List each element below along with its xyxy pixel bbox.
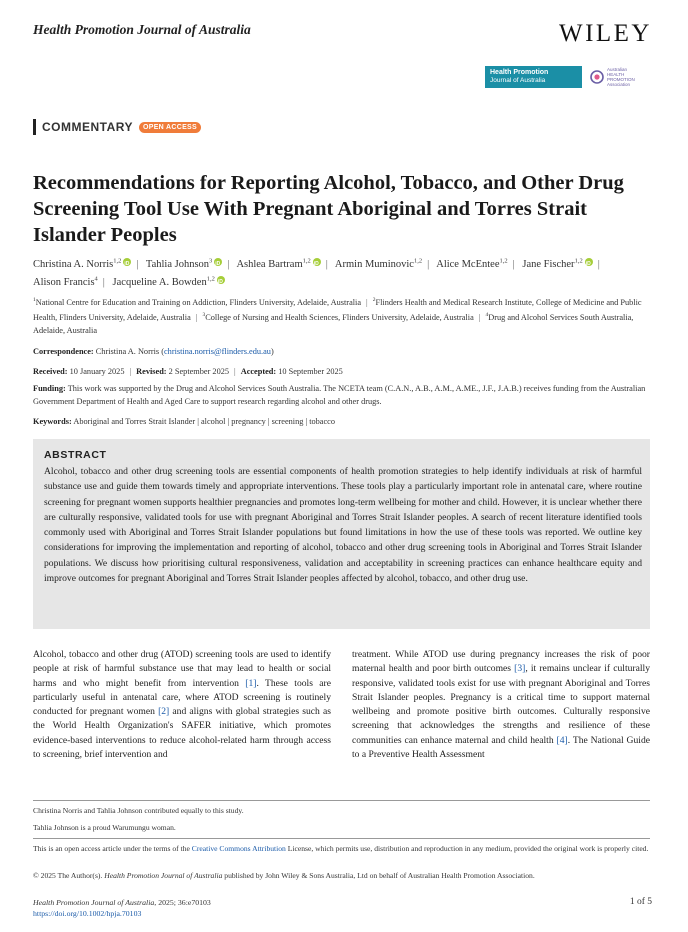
license-note: This is an open access article under the terms of the Creative Commons Attribution License, which permits use, distribution and reproduction in any medium, provided the original work is properly cited. [33,844,649,853]
association-logo [590,66,660,88]
author-name[interactable]: Alison Francis$^4$ [33,275,98,288]
orcid-icon[interactable] [123,258,131,266]
reference-link[interactable]: [2] [158,706,170,718]
keywords: Keywords: Aboriginal and Torres Strait Islander | alcohol | pregnancy | screening | tobacco [33,417,335,426]
license-link[interactable]: Creative Commons Attribution [191,844,286,853]
journal-logo-line1: Health Promotion [490,69,549,76]
journal-name: Health Promotion Journal of Australia [33,22,251,37]
reference-link[interactable]: [4] [556,734,568,746]
author-name[interactable]: Armin Muminovic$^{1,2}$ [334,257,423,270]
affiliation: $^1$National Centre for Education and Training on Addiction, Flinders University, Adelaide, Australia [33,297,362,307]
article-dates: Received: 10 January 2025 | Revised: 2 September 2025 | Accepted: 10 September 2025 [33,367,343,376]
author-name[interactable]: Jacqueline A. Bowden$^{1,2}$iD [113,277,225,288]
orcid-icon[interactable] [313,258,321,266]
article-type-label: COMMENTARY [42,120,133,134]
journal-logo-line2: Journal of Australia [490,77,546,84]
citation: Health Promotion Journal of Australia, 2025; 36:e70103 https://doi.org/10.1002/hpja.70103 [33,898,211,918]
affiliation: $^2$Flinders Health and Medical Research Institute, College of Medicine and Public Health, Flinders University, Adelaide, Australia [33,297,642,322]
author-name[interactable]: Tahlia Johnson$^3$iD [146,259,222,270]
contribution-note: Christina Norris and Tahlia Johnson contributed equally to this study. [33,806,244,815]
author-separator: | [102,277,105,288]
type-marker [33,119,36,135]
orcid-icon[interactable] [217,276,225,284]
affiliation: $^4$Drug and Alcohol Services South Australia, Adelaide, Australia [33,311,634,335]
article-type [33,119,201,135]
funding-statement: Funding: This work was supported by the Drug and Alcohol Services South Australia. The NCETA team (C.A.N., A.B., A.M., A.ME., J.F., J.A.B.) receives funding from the Australian Government Department of Health and Aged Care to support research regarding alcohol and other drugs. [33,384,646,406]
open-access-badge: OPEN ACCESS [139,122,201,133]
assoc-logo-line2: HEALTH [607,72,625,77]
copyright-note: © 2025 The Author(s). Health Promotion Journal of Australia published by John Wiley & Sons Australia, Ltd on behalf of Australian Health Promotion Association. [33,871,535,880]
author-separator: | [136,258,139,270]
journal-logo [485,66,582,88]
body-column-right: treatment. While ATOD use during pregnancy increases the risk of poor maternal health and poor birth outcomes [3], it remains unclear if culturally responsive, validated tools exist for use with pregnant Aboriginal and Torres Strait Islander peoples. Pregnancy is a critical time to support maternal wellbeing and promote positive birth outcomes. Culturally responsive screening that acknowledges the strengths and resilience of these communities can enhance maternal and child health [4]. The National Guide to a Preventive Health Assessment [352,649,651,761]
author-name[interactable]: Ashlea Bartram$^{1,2}$iD [236,259,320,270]
publisher-logo: WILEY [558,20,652,47]
abstract-heading: ABSTRACT [44,449,107,461]
association-emblem-icon [590,70,604,84]
body-column-left: Alcohol, tobacco and other drug (ATOD) screening tools are used to identify people at risk of harmful substance use that may lead to health or social harms and who might benefit from intervention [1]. These tools are particularly useful in antenatal care, where ATOD screening is routinely conducted for pregnant women [2] and aligns with global strategies such as the World Health Organization's SAFER initiative, which promotes evidence-based interventions to reduce alcohol-related harm through access to screening, brief intervention and [33,649,331,761]
doi-link[interactable]: https://doi.org/10.1002/hpja.70103 [33,909,142,918]
assoc-logo-line3: PROMOTION [607,77,635,82]
affiliations: $^1$National Centre for Education and Training on Addiction, Flinders University, Adelaide, Australia | $^2$Flinders Health and Medical Research Institute, College of Medicine and Public Health, Flinders University, Adelaide, Australia | $^3$College of Nursing and Health Sciences, Flinders University, Adelaide, Australia | $^4$Drug and Alcohol Services South Australia, Adelaide, Australia [33,297,642,335]
footnote-divider [33,838,650,839]
correspondence: Correspondence: Christina A. Norris (christina.norris@flinders.edu.au) [33,347,274,356]
author-separator: | [427,258,430,270]
article-title: Recommendations for Reporting Alcohol, Tobacco, and Other Drug Screening Tool Use With Pregnant Aboriginal and Torres Strait Islander Peoples [33,172,624,246]
author-separator: | [512,258,515,270]
abstract-text: Alcohol, tobacco and other drug screening tools are essential components of health promotion strategies to help identify individuals at risk of harmful substance use and guide them towards timely and appropriate interventions. These tools play a particularly important role in antenatal care, where routine screening for pregnant women supports healthier pregnancies and promotes long-term wellbeing for mother and child. However, it is unclear whether there are culturally responsive, validated tools for use with pregnant Aboriginal and Torres Strait Islander peoples. A search of recent literature identified tools commonly used with Aboriginal and Torres Strait Islander populations but found limitations in how the use of these tools was reported. We outline key considerations for improving the implementation and reporting of alcohol, tobacco and other drug screening tools in Aboriginal and Torres Strait Islander populations. We discuss how prioritising cultural responsiveness, validation and acceptability in screening practices can enhance healthcare equity and improve outcomes for pregnant Aboriginal and Torres Strait Islander peoples affected by alcohol, tobacco, and other drug use. [44,466,642,585]
orcid-icon[interactable] [214,258,222,266]
orcid-icon[interactable] [585,258,593,266]
author-name[interactable]: Jane Fischer$^{1,2}$iD [522,259,592,270]
assoc-logo-line4: Association [607,82,631,87]
identity-note: Tahlia Johnson is a proud Warumungu woman. [33,823,176,832]
affiliation: $^3$College of Nursing and Health Sciences, Flinders University, Adelaide, Australia [202,311,474,322]
author-name[interactable]: Alice McEntee$^{1,2}$ [436,257,508,270]
correspondence-email-link[interactable]: christina.norris@flinders.edu.au [163,347,271,356]
footnote-divider [33,800,650,801]
author-separator: | [325,258,328,270]
author-separator: | [227,258,230,270]
reference-link[interactable]: [3] [514,663,526,675]
author-list [33,253,653,290]
abstract-box [33,439,650,629]
reference-link[interactable]: [1] [245,677,257,689]
author-name[interactable]: Christina A. Norris$^{1,2}$iD [33,259,131,270]
assoc-logo-line1: Australian [607,67,628,72]
page-number: 1 of 5 [629,897,652,907]
author-separator: | [597,258,600,270]
